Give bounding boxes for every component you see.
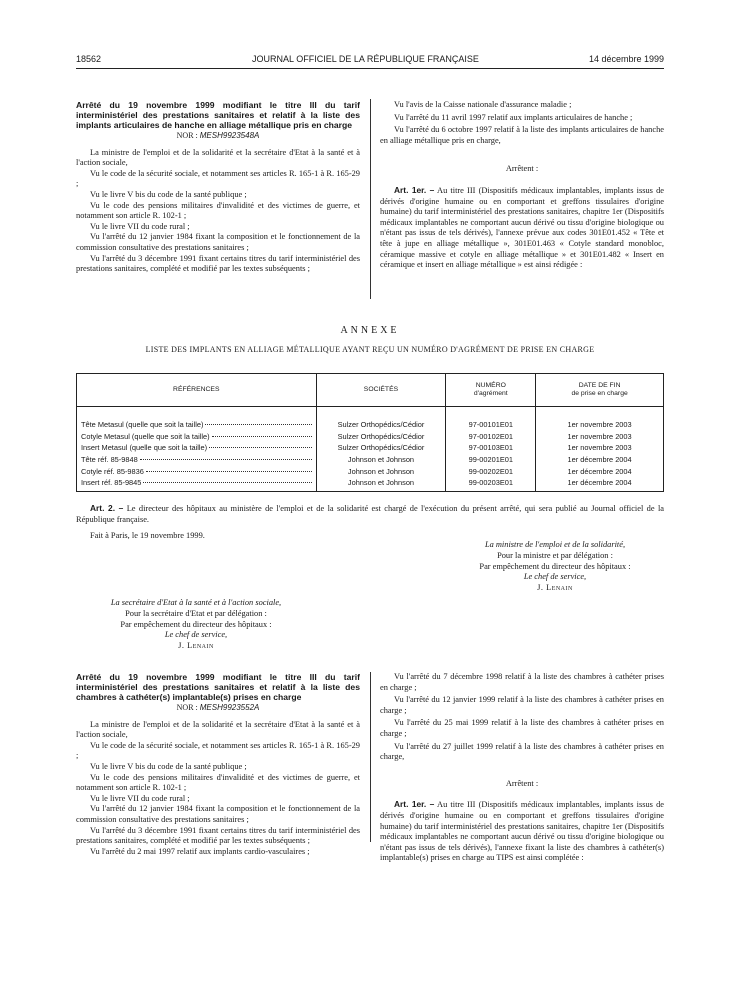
cell-societe: Sulzer Orthopédics/Cédior <box>316 419 446 431</box>
column-header-societes: SOCIÉTÉS <box>316 374 446 407</box>
arrete2-visa: Vu l'arrêté du 7 décembre 1998 relatif à la liste des chambres à cathéter prises en charge ; <box>380 672 664 692</box>
arrete1-preamble: La ministre de l'emploi et de la solidarité et la secrétaire d'Etat à la santé et à l'action sociale, <box>76 147 360 168</box>
cell-societe: Johnson et Johnson <box>316 454 446 466</box>
cell-reference: Tête réf. 85-9848 <box>81 455 138 465</box>
cell-societe: Johnson et Johnson <box>316 477 446 491</box>
arrete1-visa: Vu le livre VII du code rural ; <box>90 221 190 231</box>
table-spacer-row <box>77 407 664 420</box>
journal-title: JOURNAL OFFICIEL DE LA RÉPUBLIQUE FRANÇAISE <box>252 54 479 64</box>
arrete2-visa: Vu le code des pensions militaires d'invalidité et des victimes de guerre, et notamment son article R. 102-1 ; <box>76 772 360 793</box>
arrete1-visa: Vu le code des pensions militaires d'invalidité et des victimes de guerre, et notamment son article R. 102-1 ; <box>76 200 360 221</box>
arrete1-right-column <box>380 100 664 271</box>
arrete1-title: Arrêté du 19 novembre 1999 modifiant le titre III du tarif interministériel des prestations sanitaires et relatif à la liste des implants articulaires de hanche en alliage métallique pris en charge <box>76 100 360 130</box>
arrete1-article1-label: Art. 1er. – <box>394 184 435 195</box>
arrete2-right-column <box>380 672 664 864</box>
column-header-date: DATE DE FIN de prise en charge <box>536 374 664 407</box>
arrete2-article1-text: Au titre III (Dispositifs médicaux implantables, implants issus de dérivés d'origine humaine ou en comportant et greffons tissulaires d'origine humaine) du tarif interministériel des prestations sanitaires, chapitre 1er (Dispositifs médicaux implantables ne comportant aucun dérivé ou tissu d'origine biologique ou n'étant pas issus de tels dérivés), l'annexe fixant la liste des chambres à cathéter(s) implantable(s) prises en charge au TIPS est ainsi complétée : <box>380 800 664 863</box>
arrete2-visa: Vu l'arrêté du 27 juillet 1999 relatif à la liste des chambres à cathéter prises en charge, <box>380 741 664 762</box>
cell-numero: 99-00203E01 <box>446 477 536 491</box>
cell-reference: Insert réf. 85-9845 <box>81 478 142 488</box>
arrete1-article2-label: Art. 2. – <box>90 503 124 513</box>
arrete1-visa: Vu l'arrêté du 3 décembre 1991 fixant certains titres du tarif interministériel des prestations sanitaires, complété et modifié par les textes subséquents ; <box>76 253 360 274</box>
arrete1-nor: NOR : MESH9923548A <box>176 131 260 140</box>
table-row <box>77 442 664 454</box>
arrete1-visa: Vu le code de la sécurité sociale, et notamment ses articles R. 165-1 à R. 165-29 ; <box>76 168 360 189</box>
column-divider <box>370 99 371 299</box>
arrete1-visa: Vu l'avis de la Caisse nationale d'assurance maladie ; <box>394 100 572 109</box>
cell-societe: Sulzer Orthopédics/Cédior <box>316 431 446 443</box>
arrete2-visa: Vu le livre V bis du code de la santé publique ; <box>90 761 247 771</box>
cell-date: 1er novembre 2003 <box>536 442 664 454</box>
signature-block-secretaire: La secrétaire d'Etat à la santé et à l'action sociale, Pour la secrétaire d'Etat et par délégation : Par empêchement du directeur des hôpitaux : Le chef de service, J. Lenain <box>110 598 282 651</box>
issue-date: 14 décembre 1999 <box>588 54 664 64</box>
cell-societe: Johnson et Johnson <box>316 465 446 477</box>
arrete1-visa: Vu l'arrêté du 11 avril 1997 relatif aux implants articulaires de hanche ; <box>394 112 633 122</box>
cell-date: 1er novembre 2003 <box>536 431 664 443</box>
cell-date: 1er novembre 2003 <box>536 419 664 431</box>
table-row <box>77 477 664 491</box>
implants-table <box>76 373 664 492</box>
signature-block-ministre: La ministre de l'emploi et de la solidarité, Pour la ministre et par délégation : Par empêchement du directeur des hôpitaux : Le chef de service, J. Lenain <box>479 540 631 593</box>
page-number: 18562 <box>76 54 102 64</box>
cell-reference: Cotyle Metasul (quelle que soit la taille) <box>81 431 210 441</box>
cell-numero: 97-00103E01 <box>446 442 536 454</box>
arrete2-visa: Vu le livre VII du code rural ; <box>90 793 190 803</box>
arrete2-arretent: Arrêtent : <box>505 778 539 788</box>
column-divider <box>370 672 371 842</box>
table-header-row <box>77 374 664 407</box>
column-header-numero: NUMÉRO d'agrément <box>446 374 536 407</box>
arrete1-article2 <box>76 503 664 542</box>
arrete1-article1-text: Au titre III (Dispositifs médicaux implantables, implants issus de dérivés d'origine humaine ou en comportant et greffons tissulaires d'origine humaine) du tarif interministériel des prestations sanitaires, chapitre 1er (Dispositifs médicaux implantables ne comportant aucun dérivé ou tissu d'origine biologique ou n'étant pas issus de tels dérivés), l'annexe prévue aux codes 301E01.452 « Tête et tête à jupe en alliage métallique », 301E01.463 « Cotyle standard monobloc, céramique massive et cotyle en alliage métallique » et 301E01.482 « Insert en céramique et insert en alliage métallique » est ainsi rédigée : <box>380 185 664 270</box>
cell-numero: 99-00202E01 <box>446 465 536 477</box>
arrete1-article1 <box>380 185 664 271</box>
arrete2-visa: Vu le code de la sécurité sociale, et notamment ses articles R. 165-1 à R. 165-29 ; <box>76 740 360 761</box>
cell-reference: Cotyle réf. 85-9836 <box>81 466 144 476</box>
arrete2-title: Arrêté du 19 novembre 1999 modifiant le titre III du tarif interministériel des prestations sanitaires et relatif à la liste des chambres à cathéter(s) implantable(s) prises en charge <box>76 672 360 702</box>
arrete2-visa: Vu l'arrêté du 3 décembre 1991 fixant certains titres du tarif interministériel des prestations sanitaires, complété et modifié par les textes subséquents ; <box>76 825 360 846</box>
cell-reference: Tête Metasul (quelle que soit la taille) <box>81 420 204 430</box>
cell-numero: 97-00101E01 <box>446 419 536 431</box>
arrete2-visa: Vu l'arrêté du 25 mai 1999 relatif à la liste des chambres à cathéter prises en charge ; <box>380 718 664 738</box>
arrete1-article2-text: Le directeur des hôpitaux au ministère de l'emploi et de la solidarité est chargé de l'exécution du présent arrêté, qui sera publié au Journal officiel de la République française. <box>76 504 664 524</box>
cell-date: 1er décembre 2004 <box>536 454 664 466</box>
cell-societe: Sulzer Orthopédics/Cédior <box>316 442 446 454</box>
cell-numero: 97-00102E01 <box>446 431 536 443</box>
column-header-references: RÉFÉRENCES <box>77 374 317 407</box>
arrete1-visa: Vu l'arrêté du 12 janvier 1984 fixant la composition et le fonctionnement de la commission consultative des prestations sanitaires ; <box>76 232 360 252</box>
table-row <box>77 454 664 466</box>
table-row <box>77 431 664 443</box>
arrete2-visa: Vu l'arrêté du 12 janvier 1999 relatif à la liste des chambres à cathéter prises en charge ; <box>380 695 664 715</box>
arrete2-article1-label: Art. 1er. – <box>394 799 435 810</box>
arrete2-preamble: La ministre de l'emploi et de la solidarité et la secrétaire d'Etat à la santé et à l'action sociale, <box>76 719 360 740</box>
cell-reference: Insert Metasul (quelle que soit la taille) <box>81 443 208 453</box>
arrete1-left-column <box>76 100 360 275</box>
cell-date: 1er décembre 2004 <box>536 477 664 491</box>
arrete2-nor: NOR : MESH9923552A <box>176 703 260 712</box>
arrete1-visa: Vu le livre V bis du code de la santé publique ; <box>90 189 247 199</box>
arrete2-visa: Vu l'arrêté du 12 janvier 1984 fixant la composition et le fonctionnement de la commission consultative des prestations sanitaires ; <box>76 804 360 824</box>
table-row <box>77 465 664 477</box>
arrete2-visa: Vu l'arrêté du 2 mai 1997 relatif aux implants cardio-vasculaires ; <box>90 846 310 856</box>
fait-a-paris: Fait à Paris, le 19 novembre 1999. <box>90 531 205 541</box>
arrete2-article1 <box>380 799 664 864</box>
cell-numero: 99-00201E01 <box>446 454 536 466</box>
cell-date: 1er décembre 2004 <box>536 465 664 477</box>
arrete1-arretent: Arrêtent : <box>505 164 539 174</box>
table-row <box>77 419 664 431</box>
annexe-subtitle: LISTE DES IMPLANTS EN ALLIAGE MÉTALLIQUE AYANT REÇU UN NUMÉRO D'AGRÉMENT DE PRISE EN CHARGE <box>145 345 595 354</box>
annexe-title: ANNEXE <box>340 325 400 336</box>
arrete2-left-column <box>76 672 360 857</box>
arrete1-visa: Vu l'arrêté du 6 octobre 1997 relatif à la liste des implants articulaires de hanche en alliage métallique pris en charge, <box>380 125 664 145</box>
header-rule <box>76 68 664 69</box>
